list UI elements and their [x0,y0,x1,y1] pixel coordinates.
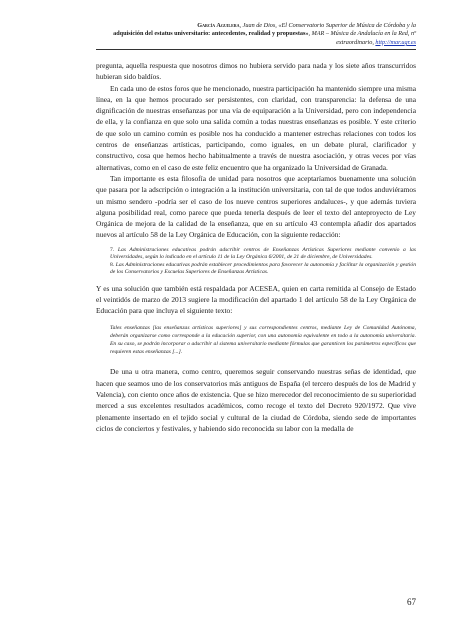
paragraph: De una u otra manera, como centro, queremos seguir conservando nuestras señas de identidad, que hacen que seamos uno de los conservatorios más antiguos de España (el tercero después de los de Madrid y Valencia), con ciento once años de existencia. Que se hizo merecedor del reconocimiento de su superioridad merced a sus excelentes resultados académicos, como recoge el texto del Decreto 920/1972. Que vive plenamente insertado en el tejido social y cultural de la ciudad de Córdoba, siendo sede de importantes ciclos de conciertos y festivales, y habiendo sido reconocida su labor con la medalla de [96,367,416,433]
header-rule [96,49,416,50]
block-quote: Tales enseñanzas [las enseñanzas artísticas superiores] y sus correspondientes centros, mediante Ley de Comunidad Autónoma, deberán organizarse como corresponde a la educación superior, con una autonomía equivalente en todo a la autonomía universitaria. En su caso, se podrán incorporar o adscribir al sistema universitario mediante fórmulas que garanticen los parámetros específicos que requieren estas enseñanzas [...]. [110,325,416,356]
footnote-block [96,247,416,277]
footnote [110,262,416,276]
header-line1: , Juan de Dios, «El Conservatorio Superior de Música de Córdoba y la [239,22,416,29]
running-header [96,22,416,47]
paragraph: Y es una solución que también está respaldada por ACESEA, quien en carta remitida al Consejo de Estado el veintidós de marzo de 2013 sugiere la modificación del apartado 1 del artículo 58 de la Ley Orgánica de Educación para que incluya el siguiente texto: [96,283,416,316]
body-text [96,60,416,434]
paragraph: En cada uno de estos foros que he mencionado, nuestra participación ha mantenido siempre una misma línea, en la que hemos procurado ser persistentes, con claridad, con transparencia: la defensa de una dignificación de nuestras enseñanzas por una vía de equiparación a la Universidad, pero con independencia de ella, y la confianza en que solo una salida común a todas nuestras enseñanzas es posible. Y este criterio de que solo un camino común es posible nos ha conducido a mantener estrechas relaciones con todos los centros de enseñanzas artísticas, participando, como iguales, en un debate plural, clarificador y constructivo, cosa que hemos hecho habitualmente a través de nuestra asociación, y otras veces por vías alternativas, como en el caso de este feliz encuentro que ha organizado la Universidad de Granada. [96,83,416,172]
header-separator: , [308,30,312,38]
page-number: 67 [407,597,416,607]
header-article-title: adquisición del estatus universitario: antecedentes, realidad y propuestas» [113,30,309,38]
footnote-text: Las Administraciones educativas podrán establecer procedimientos para favorecer la autonomía y facilitar la organización y gestión de los Conservatorios y Escuelas Superiores de Enseñanzas Artísticas. [110,262,416,276]
paragraph: Tan importante es esta filosofía de unidad para nosotros que aceptaríamos buenamente una solución que pasara por la adscripción o integración a la institución universitaria, con tal de que todos anduviéramos un mismo sendero -podría ser el caso de los nueve centros superiores andaluces-, y que además tuviera alguna posibilidad real, como parece que pueda tenerla después de leer el texto del anteproyecto de Ley Orgánica de mejora de la calidad de la enseñanza, que en su artículo 43 contempla añadir dos apartados nuevos al artículo 58 de la Ley Orgánica de Educación, con la siguiente redacción: [96,173,416,240]
footnote-number: 7. [110,246,115,253]
header-url-link[interactable]: http://mar.ugr.es [375,38,416,46]
footnote-number: 8. [110,262,115,269]
paragraph: pregunta, aquella respuesta que nosotros dimos no hubiera servido para nada y los siete años transcurridos hubieran sido baldíos. [96,61,416,82]
header-journal: MAR – Música de Andalucía en la Red [311,30,408,38]
header-author: García Aguilera [197,22,240,29]
footnote [110,247,416,261]
footnote-text: Las Administraciones educativas podrán adscribir centros de Enseñanzas Artísticas Superiores mediante convenio a las Universidades, según lo indicado en el artículo 11 de la Ley Orgánica 6/2001, de 21 de diciembre, de Universidades. [110,246,416,260]
header-issue: , nº extraordinario, [336,30,416,46]
